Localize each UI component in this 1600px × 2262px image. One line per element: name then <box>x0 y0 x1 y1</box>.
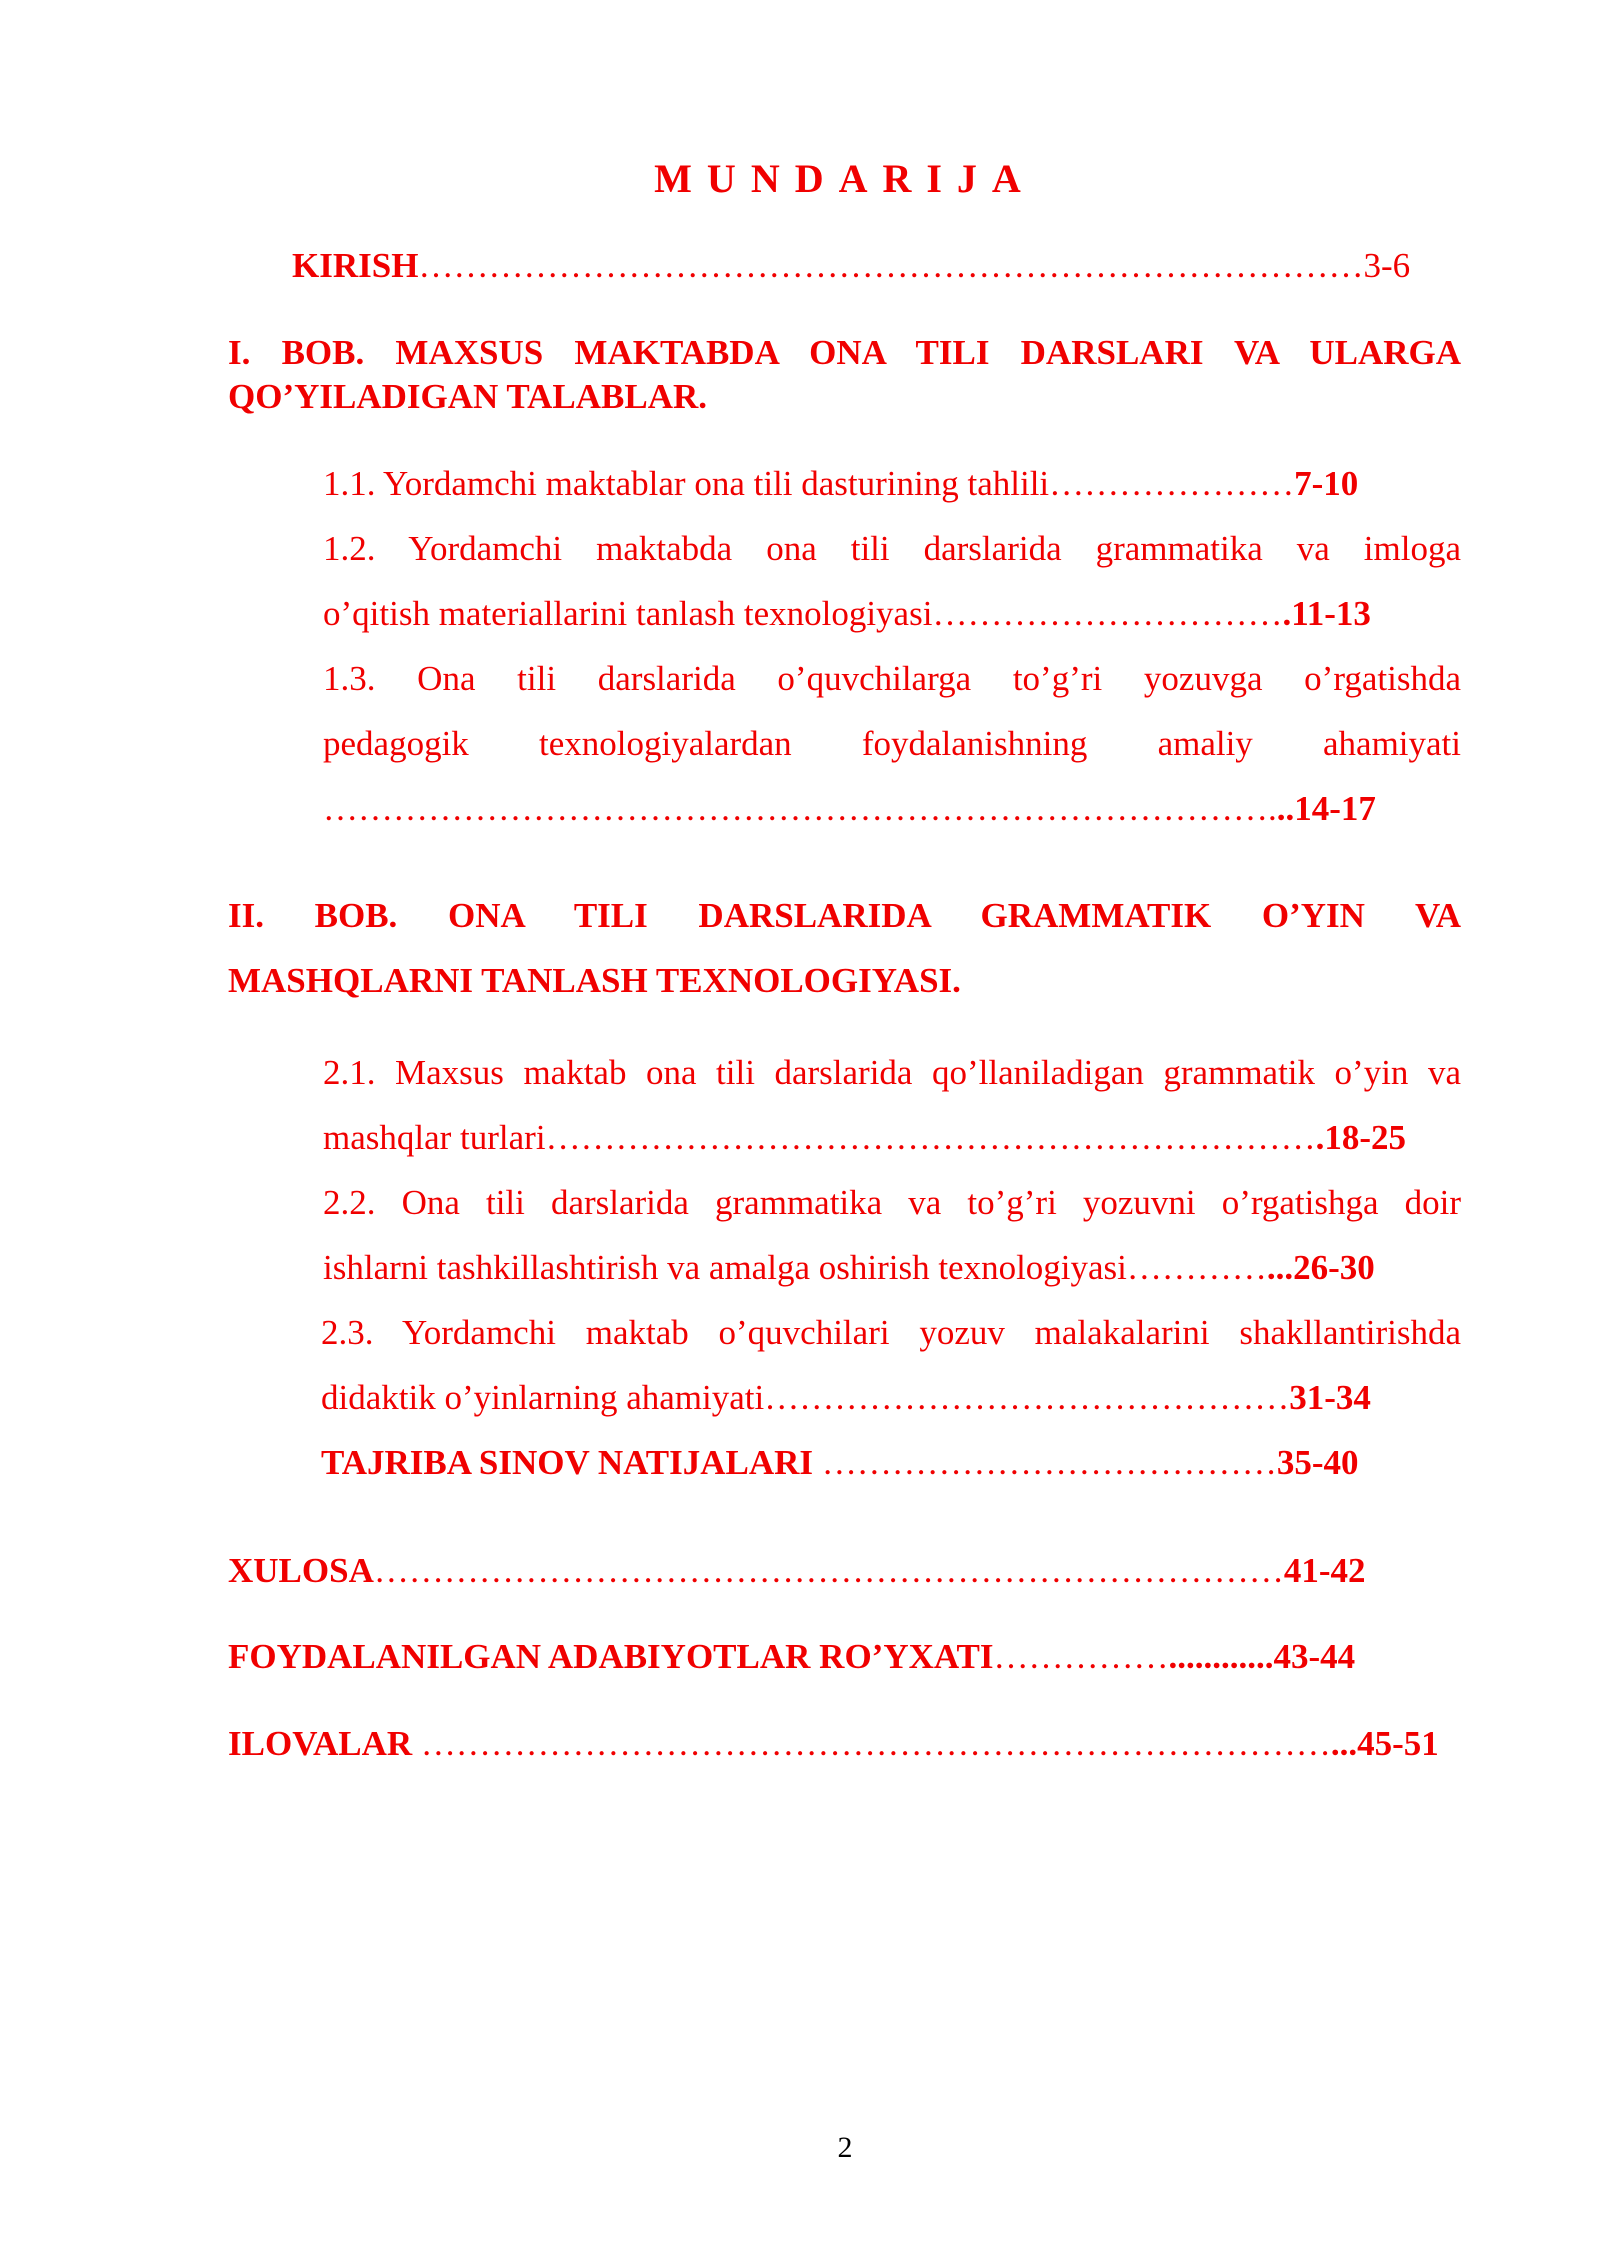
toc-entry-tajriba[interactable] <box>321 1440 1358 1486</box>
toc-entry-1-3-line3[interactable] <box>323 786 1376 832</box>
toc-entry-xulosa[interactable] <box>228 1548 1366 1594</box>
toc-entry-1-3-line1[interactable]: 1.3. Ona tili darslarida o’quvchilarga to’g’ri yozuvga o’rgatishda <box>323 659 1461 698</box>
toc-entry-1-2-line2[interactable] <box>323 591 1371 637</box>
chapter2-heading-line1[interactable]: II. BOB. ONA TILI DARSLARIDA GRAMMATIK O’YIN VA <box>228 896 1461 935</box>
toc-dots: …………… <box>993 1637 1169 1676</box>
toc-label: KIRISH <box>292 246 419 285</box>
toc-text: didaktik o’yinlarning ahamiyati <box>321 1378 765 1417</box>
toc-entry-2-1-line2[interactable] <box>323 1115 1406 1161</box>
toc-label: TAJRIBA SINOV NATIJALARI <box>321 1443 814 1482</box>
toc-dots: ……………………………………………………………………… <box>418 246 1364 285</box>
toc-entry-2-2-line1[interactable]: 2.2. Ona tili darslarida grammatika va to’g’ri yozuvni o’rgatishga doir <box>323 1183 1461 1222</box>
toc-text: o’qitish materiallarini tanlash texnologiyasi <box>323 594 933 633</box>
toc-label: ILOVALAR <box>228 1724 413 1763</box>
chapter1-heading-line2[interactable]: QO’YILADIGAN TALABLAR. <box>228 377 708 416</box>
toc-dots: ………………………………… <box>813 1443 1277 1482</box>
toc-entry-1-2-line1[interactable]: 1.2. Yordamchi maktabda ona tili darslarida grammatika va imloga <box>323 529 1461 568</box>
toc-entry-adabiyotlar[interactable] <box>228 1634 1355 1680</box>
toc-pages: 41-42 <box>1283 1551 1366 1590</box>
toc-text: ishlarni tashkillashtirish va amalga oshirish texnologiyasi <box>323 1248 1127 1287</box>
toc-entry-ilovalar[interactable] <box>228 1721 1439 1767</box>
toc-dots: ………………… <box>1049 464 1295 503</box>
toc-entry-kirish[interactable] <box>292 243 1410 289</box>
toc-dots: …………………………………………………………………… <box>373 1551 1284 1590</box>
toc-pages: 7-10 <box>1294 464 1359 503</box>
toc-dots: ………… <box>1126 1248 1267 1287</box>
toc-pages: 31-34 <box>1289 1378 1371 1417</box>
chapter1-heading-line1[interactable]: I. BOB. MAXSUS MAKTABDA ONA TILI DARSLARI VA ULARGA <box>228 333 1461 372</box>
toc-entry-2-3-line2[interactable] <box>321 1375 1371 1421</box>
toc-pages: 3-6 <box>1363 246 1411 285</box>
toc-entry-2-2-line2[interactable] <box>323 1245 1375 1291</box>
toc-pages: ...26-30 <box>1266 1248 1375 1287</box>
toc-dots: …………………………………………………………………… <box>412 1724 1331 1763</box>
toc-dots: ……………………………………… <box>764 1378 1290 1417</box>
toc-dots: ………………………………………………………… <box>545 1118 1316 1157</box>
toc-pages: .18-25 <box>1315 1118 1406 1157</box>
toc-entry-2-3-line1[interactable]: 2.3. Yordamchi maktab o’quvchilari yozuv malakalarini shakllantirishda <box>321 1313 1461 1352</box>
toc-entry-1-3-line2[interactable]: pedagogik texnologiyalardan foydalanishning amaliy ahamiyati <box>323 724 1461 763</box>
toc-text: 1.1. Yordamchi maktablar ona tili dasturining tahlili <box>323 464 1050 503</box>
page-title: MUNDARIJA <box>654 156 1036 201</box>
toc-pages: 43-44 <box>1273 1637 1356 1676</box>
toc-pages: ...45-51 <box>1330 1724 1439 1763</box>
toc-label: FOYDALANILGAN ADABIYOTLAR RO’YXATI <box>228 1637 994 1676</box>
toc-entry-1-1[interactable] <box>323 461 1358 507</box>
page-number: 2 <box>837 2131 853 2164</box>
toc-dots-bold: ............ <box>1168 1637 1274 1676</box>
toc-pages: 35-40 <box>1276 1443 1359 1482</box>
toc-label: XULOSA <box>228 1551 374 1590</box>
toc-pages: .11-13 <box>1282 594 1371 633</box>
chapter2-heading-line2[interactable]: MASHQLARNI TANLASH TEXNOLOGIYASI. <box>228 961 961 1000</box>
toc-pages: ..14-17 <box>1276 789 1376 828</box>
toc-text: mashqlar turlari <box>323 1118 546 1157</box>
toc-dots: ………………………… <box>932 594 1283 633</box>
toc-dots: ………………………………………………………………………. <box>323 789 1277 828</box>
toc-entry-2-1-line1[interactable]: 2.1. Maxsus maktab ona tili darslarida qo’llaniladigan grammatik o’yin va <box>323 1053 1461 1092</box>
